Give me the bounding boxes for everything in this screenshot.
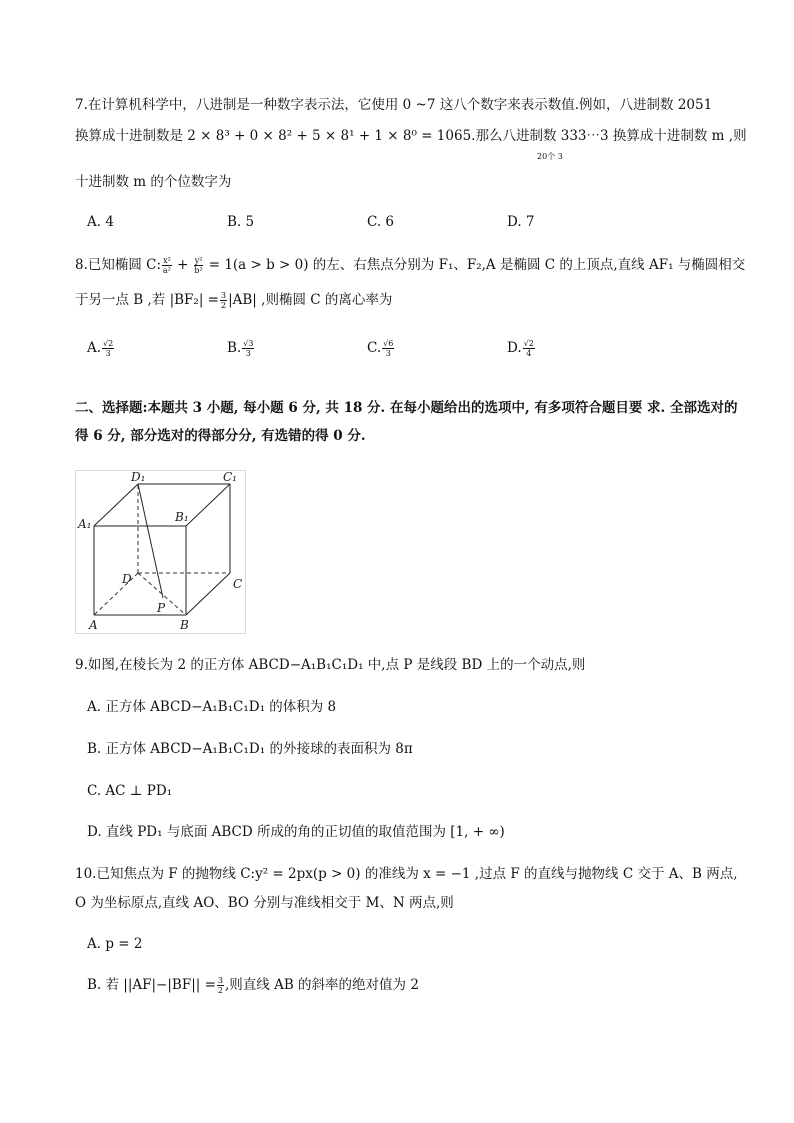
q8-option-b [227,338,255,358]
q10-line1: 10.已知焦点为 F 的抛物线 C:y² = 2px(p > 0) 的准线为 x = −1 ,过点 F 的直线与抛物线 C 交于 A、B 两点, [75,866,738,882]
q10-line2: O 为坐标原点,直线 AO、BO 分别与准线相交于 M、N 两点,则 [75,895,454,911]
q7-line3: 十进制数 m 的个位数字为 [75,174,232,190]
q8-line2 [75,290,392,310]
label-c1: C₁ [223,470,237,484]
q9-option-d: D. 直线 PD₁ 与底面 ABCD 所成的角的正切值的取值范围为 [1, + ∞) [87,824,505,840]
q8-line1 [75,255,745,275]
q8-option-b-label: B. [227,340,242,356]
q8-option-a-label: A. [87,340,102,356]
q8-frac-y [194,256,204,275]
q8-frac-y-num: y² [194,256,203,265]
q8-frac3-num: 3 [221,291,227,300]
label-b: B [180,618,189,632]
label-a1: A₁ [78,517,92,531]
section2-heading-line1: 二、选择题:本题共 3 小题, 每小题 6 分, 共 18 分. 在每小题给出的选项中, 有多项符合题目要 求. 全部选对的 [75,400,738,416]
q8-option-d [507,338,536,358]
q8-line1-pre: 8.已知椭圆 C: [75,257,162,273]
q10-option-b-num: 3 [217,976,223,985]
q8-option-b-num: √3 [243,339,254,348]
q8-option-d-num: √2 [523,339,534,348]
q8-line2-pre: 于另一点 B ,若 |BF₂| = [75,292,219,308]
section2-heading-line2: 得 6 分, 部分选对的得部分分, 有选错的得 0 分. [75,428,366,444]
label-b1: B₁ [175,510,189,524]
q10-option-b-pre: B. 若 ||AF|−|BF|| = [87,977,216,993]
q8-option-a-num: √2 [103,339,114,348]
label-d1: D₁ [131,470,146,484]
q8-option-c-num: √6 [383,339,394,348]
q7-option-c: C. 6 [367,214,395,230]
q8-option-a-den: 3 [105,349,111,358]
q7-option-d: D. 7 [507,214,535,230]
q7-option-b: B. 5 [227,214,255,230]
q10-option-b-den: 2 [217,986,223,995]
label-c: C [233,577,243,591]
q7-option-a: A. 4 [87,214,114,230]
q8-option-c-den: 3 [385,349,391,358]
q8-option-c-frac [382,339,394,358]
q9-stem: 9.如图,在棱长为 2 的正方体 ABCD−A₁B₁C₁D₁ 中,点 P 是线段 BD 上的一个动点,则 [75,657,586,673]
label-p: P [157,601,166,615]
q8-option-b-den: 3 [245,349,251,358]
q8-option-a-frac [102,339,114,358]
q7-line2: 换算成十进制数是 2 × 8³ + 0 × 8² + 5 × 8¹ + 1 × 8⁰ = 1065.那么八进制数 333⋯3 换算成十进制数 m ,则 [75,128,747,144]
q8-plus: + [172,257,193,273]
q9-option-b: B. 正方体 ABCD−A₁B₁C₁D₁ 的外接球的表面积为 8π [87,741,413,757]
q8-option-c [367,338,395,358]
q8-option-a [87,338,115,358]
q8-line2-post: |AB| ,则椭圆 C 的离心率为 [228,292,393,308]
q10-option-b-post: ,则直线 AB 的斜率的绝对值为 2 [225,977,419,993]
q8-frac-x [162,256,172,275]
q10-option-b-frac [217,976,224,995]
q10-option-a: A. p = 2 [87,936,143,952]
q8-frac-x-den: a² [162,266,171,275]
label-a: A [89,618,98,632]
cube-figure [75,470,247,635]
q8-option-d-frac [523,339,535,358]
q8-option-b-frac [242,339,254,358]
label-d: D [122,572,132,586]
q8-frac3-den: 2 [221,301,227,310]
q7-line1: 7.在计算机科学中，八进制是一种数字表示法，它使用 0 ~7 这八个数字来表示数值.例如，八进制数 2051 [75,97,713,113]
q9-option-c: C. AC ⊥ PD₁ [87,783,173,799]
q8-frac-x-num: x² [163,256,171,265]
q8-option-c-label: C. [367,340,382,356]
q8-option-d-den: 4 [526,349,532,358]
q8-option-d-label: D. [507,340,522,356]
q7-underbrace-note: 20个 3 [537,152,563,161]
q9-option-a: A. 正方体 ABCD−A₁B₁C₁D₁ 的体积为 8 [87,699,337,715]
q8-frac-three-halves [220,291,227,310]
q10-option-b [87,975,419,995]
q8-line1-post: = 1(a > b > 0) 的左、右焦点分别为 F₁、F₂,A 是椭圆 C 的上顶点,直线 AF₁ 与椭圆相交 [204,257,746,273]
q8-frac-y-den: b² [194,266,203,275]
